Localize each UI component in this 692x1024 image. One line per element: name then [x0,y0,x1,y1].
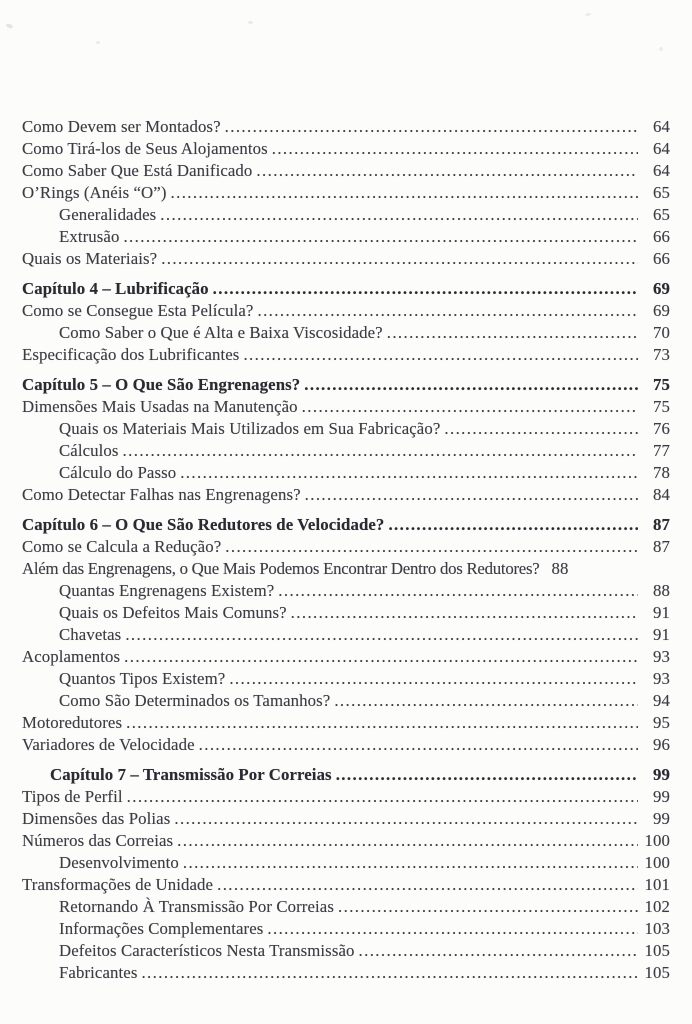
toc-entry-page: 66 [653,227,670,246]
toc-entry-label: Motoredutores [22,713,123,732]
toc-entry-page: 95 [653,713,670,732]
scan-artifact [248,21,253,24]
toc-entry [22,300,670,322]
toc-entry-label: Capítulo 6 – O Que São Redutores de Velocidade? [22,515,385,534]
toc-entry [22,580,670,602]
scan-artifact [585,12,592,16]
toc-dot-leader [127,786,638,808]
scan-artifact [6,23,14,29]
toc-entry-page: 103 [644,919,670,938]
toc-entry-label: Capítulo 5 – O Que São Engrenagens? [22,375,301,394]
toc-entry [22,182,670,204]
toc-entry-label: Como Tirá-los de Seus Alojamentos [22,139,268,158]
toc-entry-label: Quais os Materiais? [22,249,158,268]
toc-entry-page: 99 [653,787,670,806]
toc-entry-page: 96 [653,735,670,754]
toc-dot-leader [124,646,638,668]
toc-entry-label: Quantas Engrenagens Existem? [59,581,275,600]
toc-entry-label: Acoplamentos [22,647,121,666]
toc-dot-leader [388,514,638,536]
toc-entry-label: Capítulo 4 – Lubrificação [22,279,209,298]
toc-entry-page: 77 [653,441,670,460]
toc-entry-label: Números das Correias [22,831,174,850]
toc-entry [22,808,670,830]
toc-entry-page: 93 [653,669,670,688]
toc-entry-page: 91 [653,625,670,644]
toc-entry-label: Dimensões das Polias [22,809,171,828]
toc-dot-leader [160,204,638,226]
toc-entry-label: Quais os Defeitos Mais Comuns? [59,603,287,622]
toc-entry-label: Generalidades [59,205,157,224]
toc-entry [22,918,670,940]
toc-group [22,514,670,756]
toc-entry-label: Defeitos Característicos Nesta Transmissão [59,941,355,960]
toc-entry-label: Como Devem ser Montados? [22,117,221,136]
toc-entry [22,226,670,248]
toc-dot-leader [387,322,638,344]
toc-entry-page: 93 [653,647,670,666]
toc-dot-leader [272,138,638,160]
toc-entry-page: 73 [653,345,670,364]
toc-entry [22,116,670,138]
toc-entry-page: 100 [644,831,670,850]
scan-artifact [659,47,663,51]
toc-dot-leader [123,226,638,248]
toc-entry-page: 75 [653,397,670,416]
toc-entry-label: Especificação dos Lubrificantes [22,345,240,364]
toc-entry-page: 105 [644,941,670,960]
toc-entry-label: Retornando À Transmissão Por Correias [59,897,334,916]
toc-dot-leader [141,962,638,984]
toc-entry-page: 94 [653,691,670,710]
toc-entry-label: Como se Calcula a Redução? [22,537,222,556]
toc-entry [22,138,670,160]
toc-entry-page: 88 [551,559,569,578]
toc-group [22,116,670,270]
toc-entry-page: 87 [653,537,670,556]
toc-entry-label: Como Detectar Falhas nas Engrenagens? [22,485,301,504]
toc-entry-label: Além das Engrenagens, o Que Mais Podemos Encontrar Dentro dos Redutores? [22,559,540,578]
toc-dot-leader [225,536,638,558]
toc-dot-leader [338,896,638,918]
toc-entry-label: Quais os Materiais Mais Utilizados em Sua Fabricação? [59,419,441,438]
toc-entry-page: 99 [653,765,670,784]
toc-dot-leader [180,462,638,484]
toc-group [22,764,670,984]
toc-dot-leader [336,764,638,786]
toc-entry-label: Capítulo 7 – Transmissão Por Correias [50,765,332,784]
toc-entry [22,852,670,874]
toc-dot-leader [291,602,638,624]
toc-dot-leader [213,278,638,300]
toc-dot-leader [304,374,638,396]
toc-entry [22,874,670,896]
toc-entry [22,536,670,558]
toc-entry-page: 87 [653,515,670,534]
toc-entry-label: Desenvolvimento [59,853,179,872]
toc-entry-page: 101 [644,875,670,894]
toc-entry [22,690,670,712]
toc-entry [22,484,670,506]
toc-entry [22,896,670,918]
toc-dot-leader [217,874,638,896]
toc-entry-label: Variadores de Velocidade [22,735,195,754]
toc-entry-label: Cálculo do Passo [59,463,177,482]
toc-entry-label: Tipos de Perfil [22,787,123,806]
toc-dot-leader [123,440,638,462]
toc-entry-label: Informações Complementares [59,919,264,938]
toc-entry-label: Como se Consegue Esta Película? [22,301,254,320]
toc-entry [22,396,670,418]
toc-entry [22,940,670,962]
toc-entry [22,830,670,852]
toc-entry [22,602,670,624]
toc-entry [22,418,670,440]
toc-group [22,374,670,506]
toc-entry-label: Transformações de Unidade [22,875,214,894]
toc-entry-page: 78 [653,463,670,482]
toc-dot-leader [199,734,638,756]
toc-group [22,278,670,366]
toc-entry [22,462,670,484]
toc-entry-page: 66 [653,249,670,268]
toc-entry [22,322,670,344]
toc-entry-page: 64 [653,117,670,136]
toc-dot-leader [278,580,638,602]
toc-entry [22,204,670,226]
toc-entry-label: Como Saber Que Está Danificado [22,161,253,180]
toc-entry-page: 75 [653,375,670,394]
toc-entry [22,624,670,646]
toc-dot-leader [171,182,638,204]
toc-entry-page: 105 [644,963,670,982]
toc-entry [22,278,670,300]
toc-dot-leader [267,918,638,940]
toc-entry-page: 102 [644,897,670,916]
toc-entry [22,712,670,734]
toc-dot-leader [161,248,638,270]
toc-entry-label: Fabricantes [59,963,138,982]
toc-entry-label: Como Saber o Que é Alta e Baixa Viscosidade? [59,323,383,342]
toc-dot-leader [302,396,638,418]
toc-entry-page: 64 [653,161,670,180]
toc-entry-label: Quantos Tipos Existem? [59,669,226,688]
toc-entry-label: Cálculos [59,441,119,460]
toc-entry-label: Como São Determinados os Tamanhos? [59,691,331,710]
toc-entry [22,734,670,756]
toc-entry-page: 84 [653,485,670,504]
toc-entry-page: 69 [653,301,670,320]
toc-entry [22,764,670,786]
toc-dot-leader [229,668,638,690]
toc-dot-leader [444,418,638,440]
toc-entry [22,514,670,536]
toc-entry [22,344,670,366]
toc-entry-label: O’Rings (Anéis “O”) [22,183,167,202]
toc-dot-leader [183,852,638,874]
toc-entry-page: 69 [653,279,670,298]
toc-entry-page: 70 [653,323,670,342]
toc-dot-leader [125,624,638,646]
toc-entry [22,374,670,396]
toc-dot-leader [305,484,638,506]
toc-entry [22,786,670,808]
toc-dot-leader [334,690,638,712]
toc-dot-leader [256,160,638,182]
scan-artifact [96,41,100,44]
table-of-contents [22,116,670,984]
toc-entry-page: 65 [653,205,670,224]
toc-entry-label: Dimensões Mais Usadas na Manutenção [22,397,298,416]
toc-entry-page: 100 [644,853,670,872]
toc-entry-page: 65 [653,183,670,202]
toc-dot-leader [126,712,638,734]
toc-entry [22,558,670,580]
toc-dot-leader [257,300,638,322]
toc-entry [22,160,670,182]
toc-dot-leader [174,808,638,830]
toc-dot-leader [243,344,638,366]
toc-entry-page: 76 [653,419,670,438]
toc-entry-page: 88 [653,581,670,600]
toc-entry [22,668,670,690]
toc-dot-leader [225,116,638,138]
toc-dot-leader [359,940,639,962]
toc-entry [22,440,670,462]
toc-entry-label: Extrusão [59,227,120,246]
toc-entry [22,248,670,270]
toc-entry-page: 99 [653,809,670,828]
toc-dot-leader [177,830,638,852]
toc-entry-page: 64 [653,139,670,158]
toc-entry [22,646,670,668]
toc-entry-page: 91 [653,603,670,622]
toc-entry-label: Chavetas [59,625,122,644]
toc-entry [22,962,670,984]
